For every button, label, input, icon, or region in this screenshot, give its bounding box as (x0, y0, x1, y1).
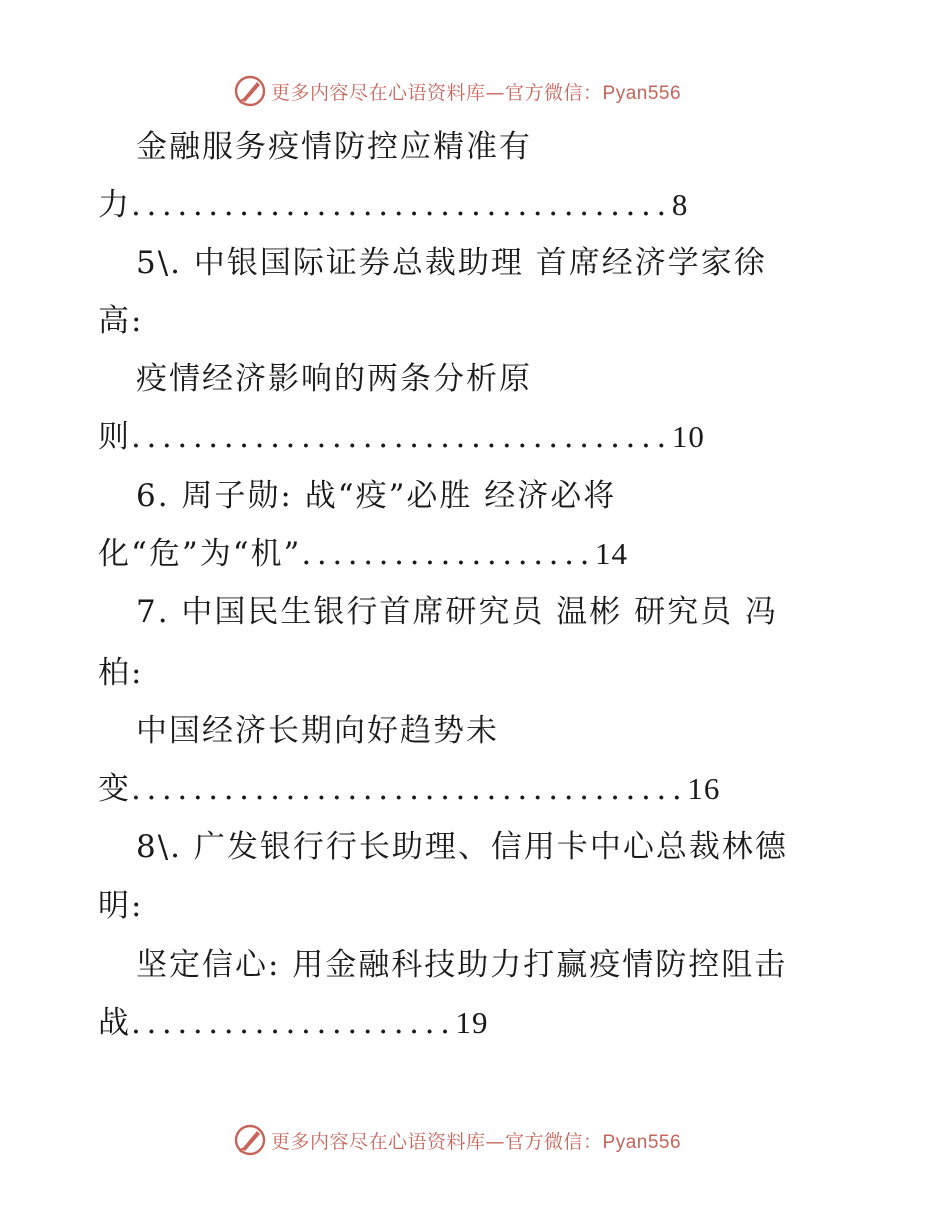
toc-heading: 8\. 广发银行行长助理、信用卡中心总裁林德 (136, 829, 788, 865)
page-number: 16 (687, 771, 721, 806)
quill-pen-logo-icon (233, 1123, 267, 1157)
toc-entry-title: 坚定信心: 用金融科技助力打赢疫情防控阻击 (136, 947, 788, 983)
toc-heading: 5\. 中银国际证券总裁助理 首席经济学家徐 (136, 245, 767, 281)
toc-heading-cont: 高: (98, 303, 144, 339)
quill-pen-logo-icon (233, 74, 267, 108)
toc-entry-title-cont: 变....................................16 (98, 771, 721, 807)
page-number: 19 (455, 1005, 489, 1040)
toc-heading-cont: 明: (98, 888, 144, 924)
page-number: 10 (671, 419, 705, 454)
toc-entry-title-cont: 化“危”为“机”...................14 (98, 536, 629, 572)
toc-heading: 7. 中国民生银行首席研究员 温彬 研究员 冯 (136, 594, 778, 630)
toc-entry-title-cont: 则...................................10 (98, 419, 705, 455)
toc-heading-cont: 柏: (98, 655, 144, 691)
banner-text: 更多内容尽在心语资料库—官方微信：Pyan556 (271, 1130, 682, 1153)
toc-entry-title: 疫情经济影响的两条分析原 (136, 361, 532, 397)
footer-banner (233, 1120, 681, 1160)
toc-entry-title: 金融服务疫情防控应精准有 (136, 129, 532, 165)
leader-dots: ..................... (131, 1005, 456, 1041)
leader-dots: ................................... (131, 187, 672, 223)
banner-text: 更多内容尽在心语资料库—官方微信：Pyan556 (271, 81, 682, 104)
toc-entry-title: 6. 周子勋: 战“疫”必胜 经济必将 (136, 478, 617, 514)
header-banner (233, 71, 681, 111)
leader-dots: ................... (301, 536, 596, 572)
page-number: 14 (595, 536, 629, 571)
toc-entry-title-cont: 力...................................8 (98, 187, 689, 223)
page-number: 8 (671, 187, 689, 222)
leader-dots: .................................... (131, 771, 688, 807)
toc-entry-title-cont: 战.....................19 (98, 1005, 489, 1041)
toc-entry-title: 中国经济长期向好趋势未 (136, 713, 499, 749)
leader-dots: ................................... (131, 419, 672, 455)
